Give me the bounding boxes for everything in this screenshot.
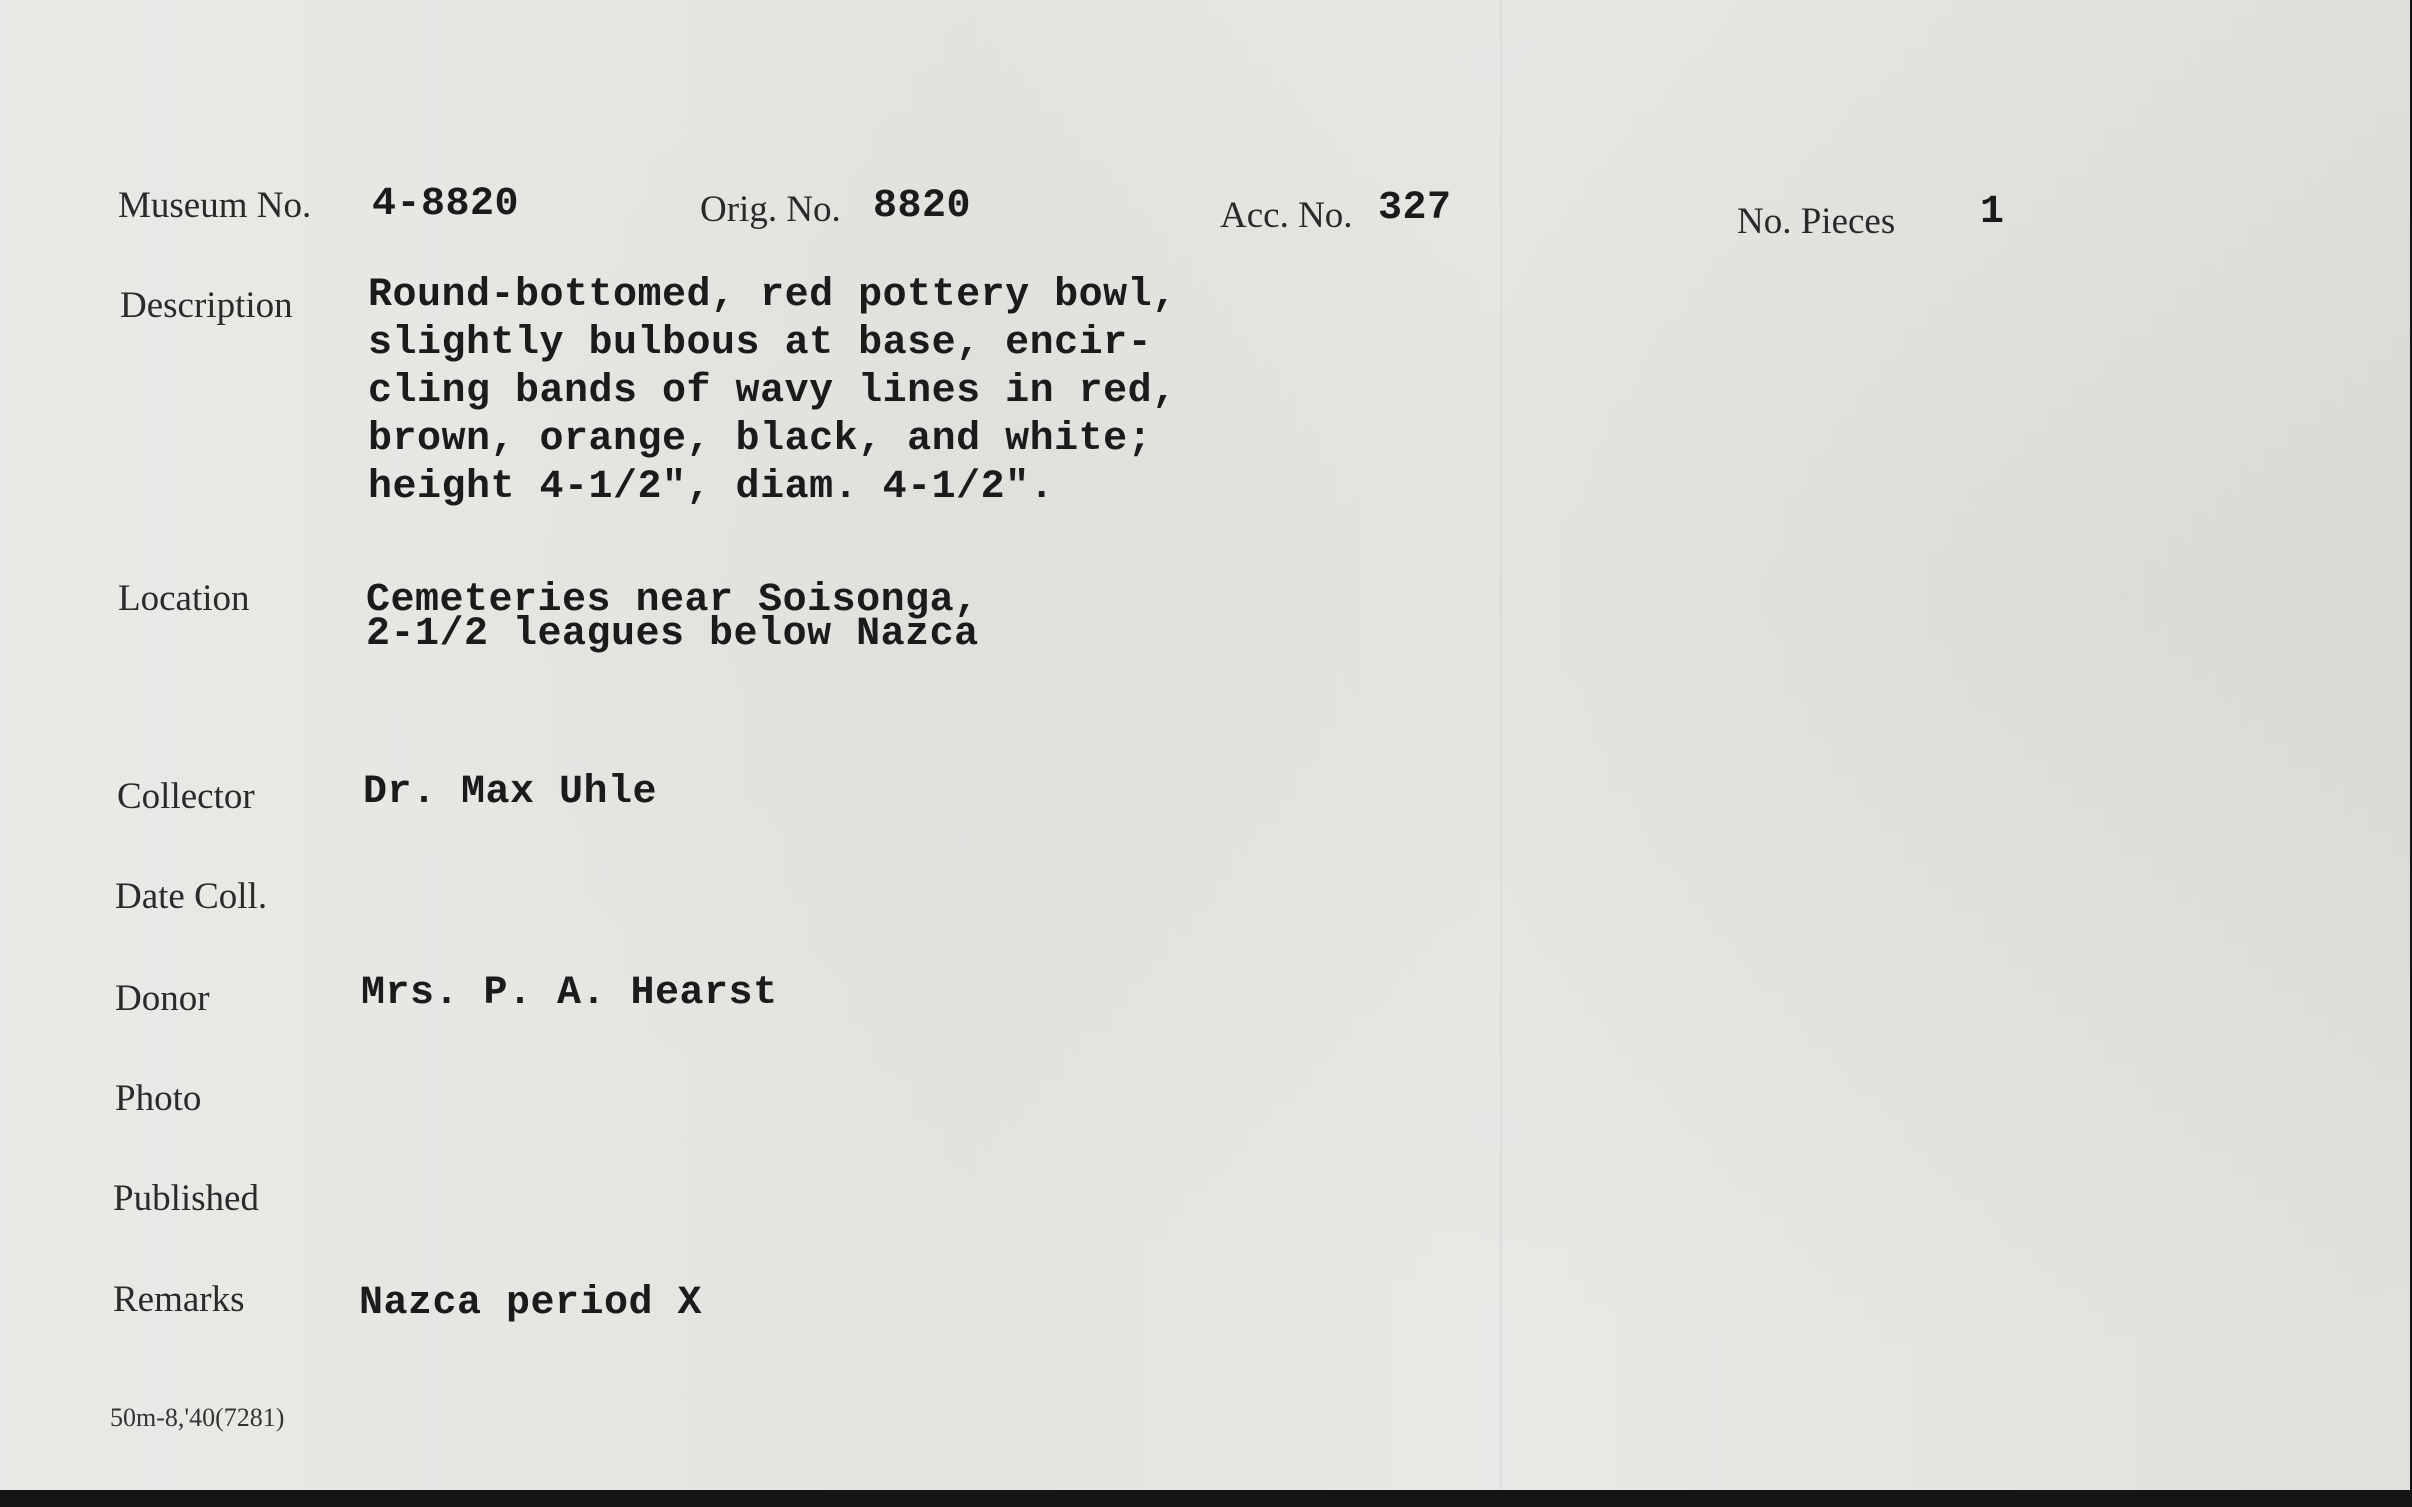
remarks-label: Remarks — [113, 1279, 245, 1320]
remarks-value: Nazca period X — [359, 1281, 703, 1326]
museum-no-label: Museum No. — [118, 185, 312, 226]
published-label: Published — [113, 1178, 259, 1219]
description-value: Round-bottomed, red pottery bowl, slightly bulbous at base, encir- cling bands of wavy lines in red, brown, orange, black, and white; height 4-1/2", diam. 4-1/2". — [368, 273, 1177, 510]
no-pieces-label: No. Pieces — [1737, 201, 1896, 242]
donor-value: Mrs. P. A. Hearst — [361, 971, 778, 1016]
description-label: Description — [120, 285, 293, 326]
acc-no-label: Acc. No. — [1220, 195, 1353, 236]
museum-no-value: 4-8820 — [372, 182, 520, 227]
form-code: 50m-8,'40(7281) — [110, 1403, 285, 1432]
donor-label: Donor — [115, 978, 210, 1019]
collector-label: Collector — [117, 776, 255, 817]
date-coll-label: Date Coll. — [115, 876, 268, 917]
photo-label: Photo — [115, 1078, 202, 1119]
acc-no-value: 327 — [1378, 186, 1452, 231]
location-value: Cemeteries near Soisonga, 2-1/2 leagues below Nazca — [366, 578, 979, 657]
orig-no-value: 8820 — [873, 184, 972, 229]
no-pieces-value: 1 — [1980, 190, 2005, 235]
collector-value: Dr. Max Uhle — [363, 770, 658, 815]
card-fold-line — [1500, 0, 1502, 1490]
scan-bottom-edge — [0, 1490, 2412, 1507]
location-label: Location — [118, 578, 250, 619]
orig-no-label: Orig. No. — [700, 189, 841, 230]
